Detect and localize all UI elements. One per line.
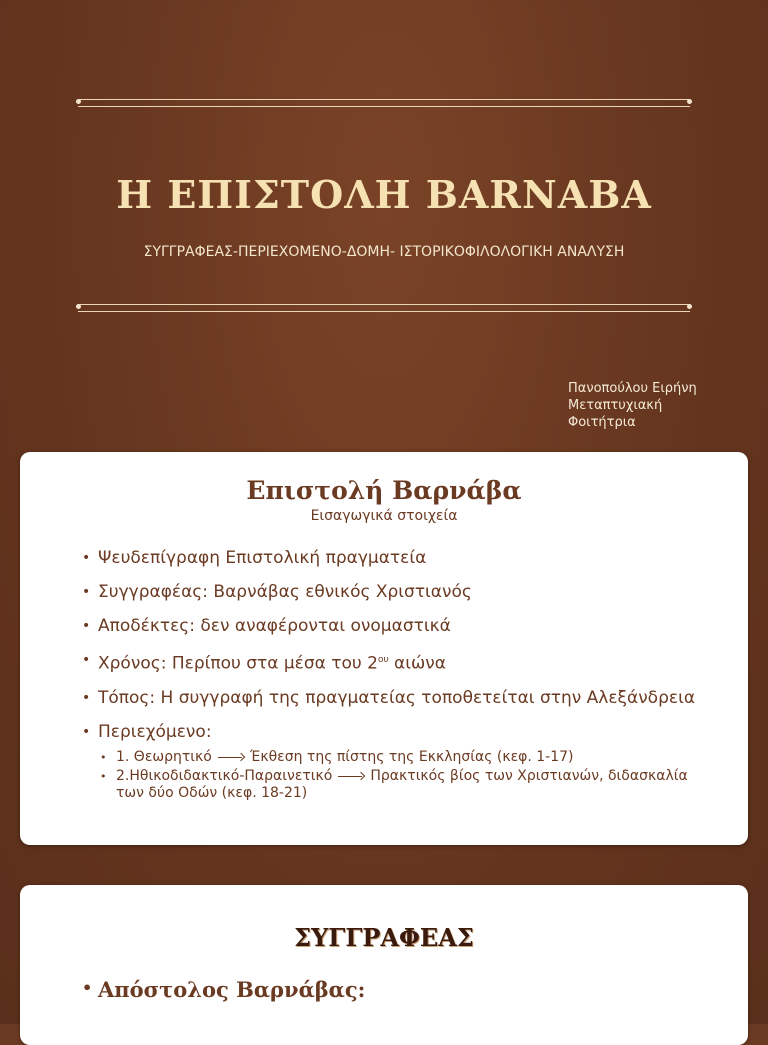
top-ornament-rule (78, 99, 690, 107)
bottom-ornament-rule (78, 304, 690, 312)
author-block (568, 380, 748, 431)
sub-item-description: Πρακτικός βίος των Χριστιανών, διδασκαλία των δύο Οδών (κεφ. 18-21) (116, 767, 688, 801)
sub-item-label: 1. Θεωρητικό (116, 748, 212, 765)
arrow-icon (218, 752, 244, 762)
slide-title: ΣΥΓΓΡΑΦΕΑΣ (294, 923, 474, 952)
content-sublist (98, 749, 702, 802)
intro-bullet-list (82, 548, 702, 815)
author-bullet-list (82, 977, 365, 1002)
bullet-item: • Αποδέκτες: δεν αναφέρονται ονομαστικά (82, 616, 702, 637)
bullet-item: • Ψευδεπίγραφη Επιστολική πραγματεία (82, 548, 702, 569)
bullet-item-time (82, 650, 702, 675)
slide-subtitle: Εισαγωγικά στοιχεία (310, 508, 458, 524)
sub-item-ethical (98, 768, 702, 802)
author-role-line2: Φοιτήτρια (568, 415, 636, 430)
presentation-title: Η ΕΠΙΣΤΟΛΗ ΒΑRΝΑΒΑ (116, 172, 652, 217)
author-role: Μεταπτυχιακή (568, 398, 663, 413)
content-label: Περιεχόμενο: (98, 721, 212, 742)
time-ordinal: ου (377, 655, 389, 665)
bullet-item-content (82, 722, 702, 802)
bullet-item: • Συγγραφέας: Βαρνάβας εθνικός Χριστιανός (82, 582, 702, 603)
bullet-item-place: • Τόπος: Η συγγραφή της πραγματείας τοποθετείται στην Αλεξάνδρεια (82, 688, 702, 709)
sub-item-description: Έκθεση της πίστης της Εκκλησίας (κεφ. 1-17) (249, 748, 574, 765)
slide-author-card (20, 885, 748, 1045)
time-text: Χρόνος: Περίπου στα μέσα του 2 (98, 653, 378, 674)
arrow-icon (338, 771, 364, 781)
slide-title: Επιστολή Βαρνάβα (246, 476, 522, 505)
title-slide (0, 0, 768, 440)
bullet-item: • Απόστολος Βαρνάβας: (82, 977, 365, 1002)
sub-item-label: 2.Ηθικοδιδακτικό-Παραινετικό (116, 767, 333, 784)
sub-item-theoretical (98, 749, 702, 766)
time-suffix: αιώνα (388, 653, 446, 674)
author-name: Πανοπούλου Ειρήνη (568, 381, 697, 396)
presentation-subtitle: ΣΥΓΓΡΑΦΕΑΣ-ΠΕΡΙΕΧΟΜΕΝΟ-ΔΟΜΗ- ΙΣΤΟΡΙΚΟΦΙΛΟΛΟΓΙΚΗ ΑΝΑΛΥΣΗ (143, 244, 625, 260)
slide-intro-card (20, 452, 748, 845)
